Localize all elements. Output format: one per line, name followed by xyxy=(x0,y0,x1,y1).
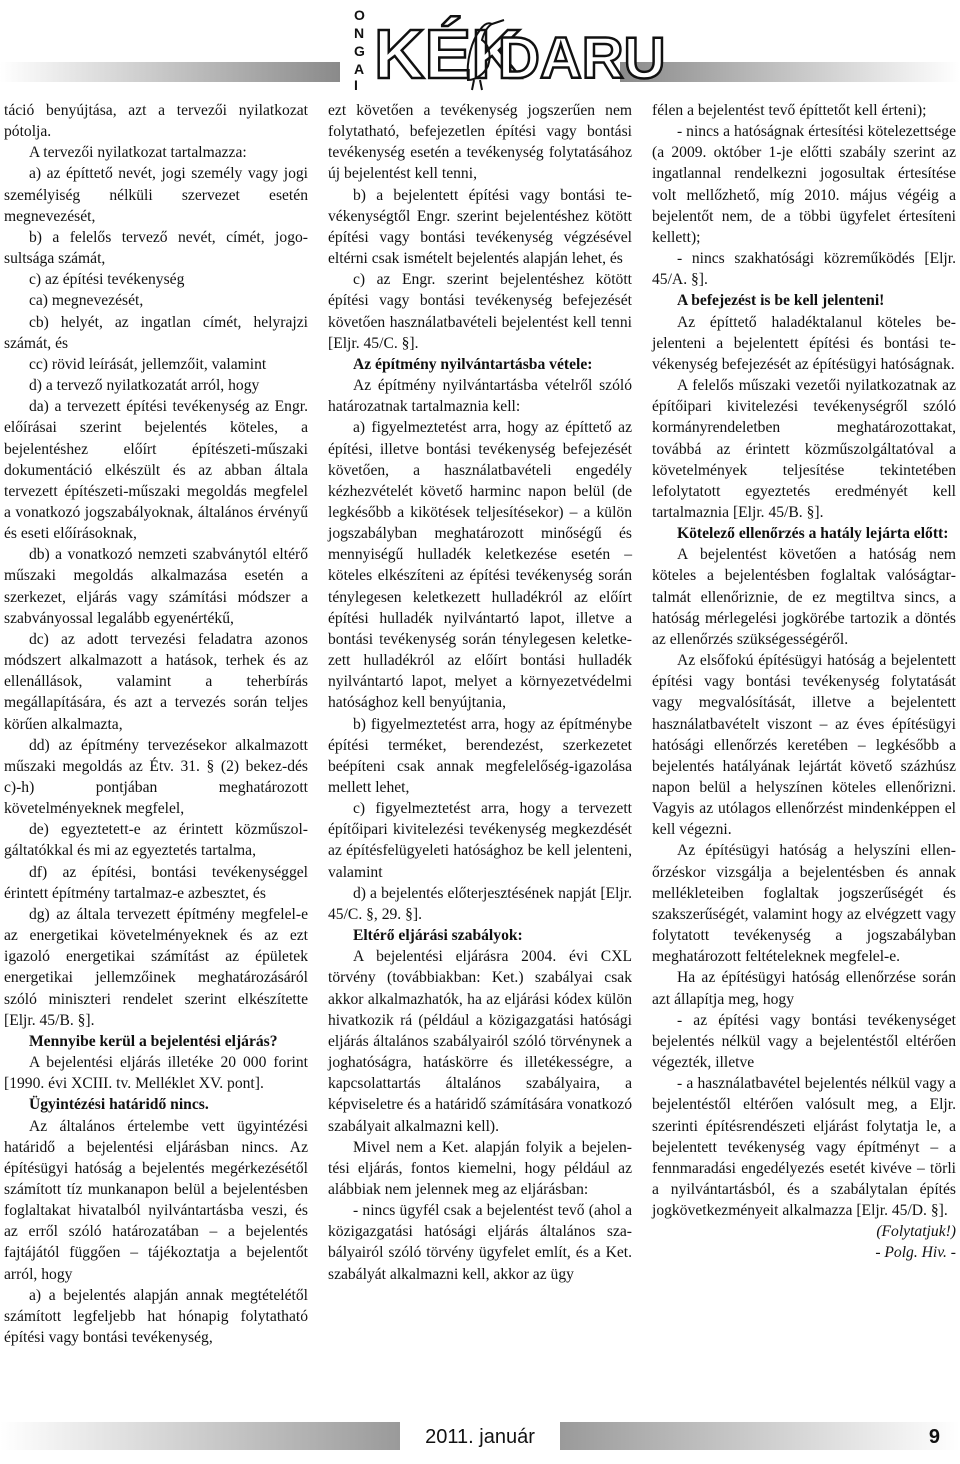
kek-daru-logo xyxy=(348,0,666,93)
paragraph: dd) az építmény tervezésekor alkalmazott műszaki megoldás az Étv. 31. § (2) bekez-dés c)-h) pontjában meghatározott követelményeknek megfelel, xyxy=(4,736,308,818)
header xyxy=(0,0,960,100)
footer-gradient-left xyxy=(0,1422,400,1450)
paragraph: a) az építtető nevét, jogi személy vagy jogi személyiség nélküli szervezet esetén megnevezését, xyxy=(4,165,308,225)
paragraph: Mivel nem a Ket. alapján folyik a bejelentési eljárás, fontos kiemelni, hogy például az alábbiak nem jelennek meg az eljárásban: xyxy=(328,1138,632,1198)
paragraph: a) a bejelentés alapján annak megtételétől számított legfeljebb hat hónapig folytatható építési vagy bontási tevékenység, xyxy=(4,1286,308,1347)
header-gradient-left xyxy=(0,62,340,82)
paragraph: A tervezői nyilatkozat tartalmazza: xyxy=(28,144,247,162)
paragraph: A bejelentési eljárásra 2004. évi CXL törvény (továbbiakban: Ket.) szabályai csak akkor alkalmazhatók, ha az eljárási kódex külön hivatkozik rá (például a közigazgatási hatósági eljárás általános szabályairól szóló törvénynek a joghatóságra, hatáskörre és illetékességre, a kapcsolattartás általános szabályaira, a képviseletre és a határidő számítására vonatkozó szabályait alkalmazni kell). xyxy=(328,948,632,1135)
paragraph: A bejelentést követően a hatóság nem köteles a bejelentésben foglaltak valóságtartalmát ellenőriznie, de ez megtiltva sincs, a hatóság mérlegelési jogkörébe tartozik a döntés az ellenőrzés szükségességéről. xyxy=(652,546,956,648)
paragraph: de) egyeztetett-e az érintett közműszolgáltatókkal és mi az egyeztetés tartalma, xyxy=(4,821,308,860)
paragraph: b) a felelős tervező nevét, címét, jogosultsága számát, xyxy=(4,228,308,268)
paragraph: félen a bejelentést tevő építtetőt kell érteni); xyxy=(652,102,927,119)
paragraph: (Folytatjuk!) xyxy=(876,1223,956,1241)
paragraph: - Polg. Hiv. - xyxy=(875,1244,956,1262)
paragraph: a) figyelmeztetést arra, hogy az építtető az építési, illetve bontási tevékenység befejezését követően, a használatbavételi engedély kézhezvételét követő harminc napon belül (de legkésőbb a kikötések teljesítésekor) – a külön jogszabályban meghatározott minőségű és mennyiségű hulladék keletkezése esetén – köteles elkészíteni az építési tevékenység során ténylegesen keletkezett hulladékról az előírt építési hulladék nyilvántartó lapot, illetve a bontási tevékenység során ténylegesen keletkezett hulladékról az előírt bontási hulladék nyilvántartó lapot, melyet a környezetvédelmi hatósághoz kell benyújtania, xyxy=(328,419,632,712)
paragraph: - az építési vagy bontási tevékenységet bejelentés nélkül vagy a bejelentéstől eltérően végezték, illetve xyxy=(652,1011,956,1072)
paragraph: Az építésügyi hatóság a helyszíni ellenőrzéskor vizsgálja a bejelentésben és annak mellékleteiben foglaltak jogszerűségét és szakszerűségét, valamint hogy az elvégzett vagy folytatott tevékenység a jogszabályban meghatározott feltételeknek megfelel-e. xyxy=(652,842,956,966)
paragraph: táció benyújtása, azt a tervezői nyilatkozat pótolja. xyxy=(4,102,308,141)
section-heading: Kötelező ellenőrzés a hatály lejárta előtt: xyxy=(676,525,949,543)
paragraph: c) az Engr. szerint bejelentéshez kötött építési vagy bontási tevékenység befejezését követően használatbavételi bejelentést kell tenni [Eljr. 45/C. §]. xyxy=(328,271,632,352)
paragraph: dc) az adott tervezési feladatra azonos módszert alkalmazott a hatások, terhek és az ellenállások, valamint a teherbírás megállapítására, és azt a tervezés során teljes körűen alkalmazta, xyxy=(4,630,308,733)
footer-gradient-right xyxy=(560,1422,960,1450)
paragraph: Az általános értelembe vett ügyintézési határidő a bejelentési eljárásban nincs. Az építésügyi hatóság a bejelentés megérkezésétől számított tíz munkanapon belül a bejelentésben foglaltakat hivatalból nyilvántartásba veszi, és az erről szóló határozatában – a bejelentés fajtájától függően – tájékoztatja a bejelentőt arról, hogy xyxy=(4,1117,308,1283)
paragraph: A felelős műszaki vezetői nyilatkozatnak az építőipari kivitelezési tevékenységről szóló kormányrendeletben meghatározottakat, továbbá az érintett közműszolgáltatóval a követelmények teljesítése tekintetében lefolytatott egyeztetés eredményét kell tartalmaznia [Eljr. 45/B. §]. xyxy=(652,377,956,521)
paragraph: da) a tervezett építési tevékenység az Engr. előírásai szerint bejelentés köteles, a bejelentéshez előírt építészeti-műszaki dokumentáció elkészült és az abban általa tervezett építészeti-műszaki megoldás megfelel a vonatkozó jogszabályoknak, általános érvényű és eseti előírásoknak, xyxy=(4,398,308,543)
logo-prefix-o: O xyxy=(354,7,365,23)
logo-word-daru: DARU xyxy=(498,26,666,91)
paragraph: Ha az építésügyi hatóság ellenőrzése során azt állapítja meg, hogy xyxy=(652,969,956,1008)
paragraph: cb) helyét, az ingatlan címét, helyrajzi számát, és xyxy=(4,313,308,352)
paragraph: - nincs a hatóságnak értesítési kötelezettsége (a 2009. október 1-je előtti szabály szerint az ingatlannal rendelkezni jogosultak értesítése volt mellőzhető, míg 2010. május végéig a bejelentőt nem, de a többi ügyfelet értesíteni kellett); xyxy=(652,123,956,246)
paragraph: c) figyelmeztetést arra, hogy a tervezett építőipari kivitelezési tevékenység megkezdését az építésfelügyeleti hatósághoz be kell jelenteni, valamint xyxy=(328,800,632,881)
paragraph: ca) megnevezését, xyxy=(28,292,144,310)
text-column-1 xyxy=(4,100,308,1400)
section-heading: Az építmény nyilvántartásba vétele: xyxy=(352,355,593,373)
paragraph: db) a vonatkozó nemzeti szabványtól eltérő műszaki megoldás alkalmazása esetén a szerkezet, eljárás vagy számítási módszer a szabványossal legalább egyenértékű, xyxy=(4,546,308,627)
section-heading: Eltérő eljárási szabályok: xyxy=(352,927,523,945)
footer xyxy=(0,1412,960,1464)
paragraph: - a használatbavétel bejelentés nélkül vagy a bejelentéstől eltérően valósult meg, a Eljr. szerinti építésrendészeti eljárást folytatja le, a bejelentett tevékenység vagy építményt – a fennmaradási engedélyezés esetét kivéve – törli a nyilvántartásból, és a szabálytalan építés jogkövetkezményeit alkalmazza [Eljr. 45/D. §]. xyxy=(652,1075,956,1220)
paragraph: - nincs ügyfél csak a bejelentést tevő (ahol a közigazgatási hatósági eljárás általános szabályairól szóló törvény ügyfelet említ, és a Ket. szabályát alkalmazni kell, akkor az ügy xyxy=(328,1202,632,1283)
logo-prefix-n: N xyxy=(354,25,365,41)
paragraph: Az építtető haladéktalanul köteles bejelenteni a bejelentett építési és bontási tevékenység befejezését az építésügyi hatóságnak. xyxy=(652,313,956,373)
paragraph: c) az építési tevékenység xyxy=(28,271,185,289)
section-heading: A befejezést is be kell jelenteni! xyxy=(676,292,885,310)
paragraph: b) figyelmeztetést arra, hogy az építménybe építési terméket, berendezést, szerkezetet beépíteni csak annak megfelelőség-igazolása mellett lehet, xyxy=(328,715,632,796)
paragraph: A bejelentési eljárás illetéke 20 000 forint [1990. évi XCIII. tv. Melléklet XV. pont]. xyxy=(4,1054,308,1093)
paragraph: d) a tervező nyilatkozatát arról, hogy xyxy=(28,377,260,395)
header-gradient-right xyxy=(620,62,960,82)
logo-word-kek: KÉK xyxy=(374,15,522,93)
paragraph: Az építmény nyilvántartásba vételről szóló határozatnak tartalmaznia kell: xyxy=(328,377,632,416)
paragraph: cc) rövid leírását, jellemzőit, valamint xyxy=(28,355,267,373)
text-column-2 xyxy=(328,100,632,1400)
section-heading: Mennyibe kerül a bejelentési eljárás? xyxy=(28,1032,278,1050)
page-number: 9 xyxy=(928,1426,940,1448)
paragraph: d) a bejelentés előterjesztésének napját [Eljr. 45/C. §, 29. §]. xyxy=(328,884,632,923)
logo-prefix-a: A xyxy=(354,61,365,77)
paragraph: ezt követően a tevékenység jogszerűen nem folytatható, befejezetlen építési vagy bontási tevékenység esetén a tevékenység folytatásához új bejelentést kell tenni, xyxy=(328,102,632,183)
logo-prefix-g: G xyxy=(354,43,365,59)
paragraph: Az elsőfokú építésügyi hatóság a bejelentett építési vagy bontási tevékenység folytatását vagy megvalósítását, illetve a bejelentett használatbavételt viszont – az éves építésügyi hatósági ellenőrzés keretében – legkésőbb a bejelentés hatályának lejártát követő százhúsz napon belül a helyszínen köteles ellenőrizni. Vagyis az utólagos ellenőrzést mindenképpen el kell végezni. xyxy=(652,652,956,839)
text-column-3 xyxy=(652,100,956,1400)
logo-prefix-i: I xyxy=(354,77,358,93)
issue-date: 2011. január xyxy=(425,1426,535,1448)
paragraph: dg) az általa tervezett építmény megfelel-e az energetikai követelményeknek és az ezt igazoló energetikai számítást az épületek energetikai jellemzőinek meghatározásáról szóló miniszteri rendelet szerint elkészítette [Eljr. 45/B. §]. xyxy=(4,905,308,1029)
paragraph: df) az építési, bontási tevékenységgel érintett építmény tartalmaz-e azbesztet, és xyxy=(4,863,308,902)
section-heading: Ügyintézési határidő nincs. xyxy=(28,1096,209,1114)
paragraph: - nincs szakhatósági közreműködés [Eljr. 45/A. §]. xyxy=(652,250,956,289)
paragraph: b) a bejelentett építési vagy bontási tevékenységtől Engr. szerint bejelentéshez kötött építési vagy bontási tevékenység végzésével eltérni csak ismételt bejelentés alapján lehet, és xyxy=(328,186,632,268)
